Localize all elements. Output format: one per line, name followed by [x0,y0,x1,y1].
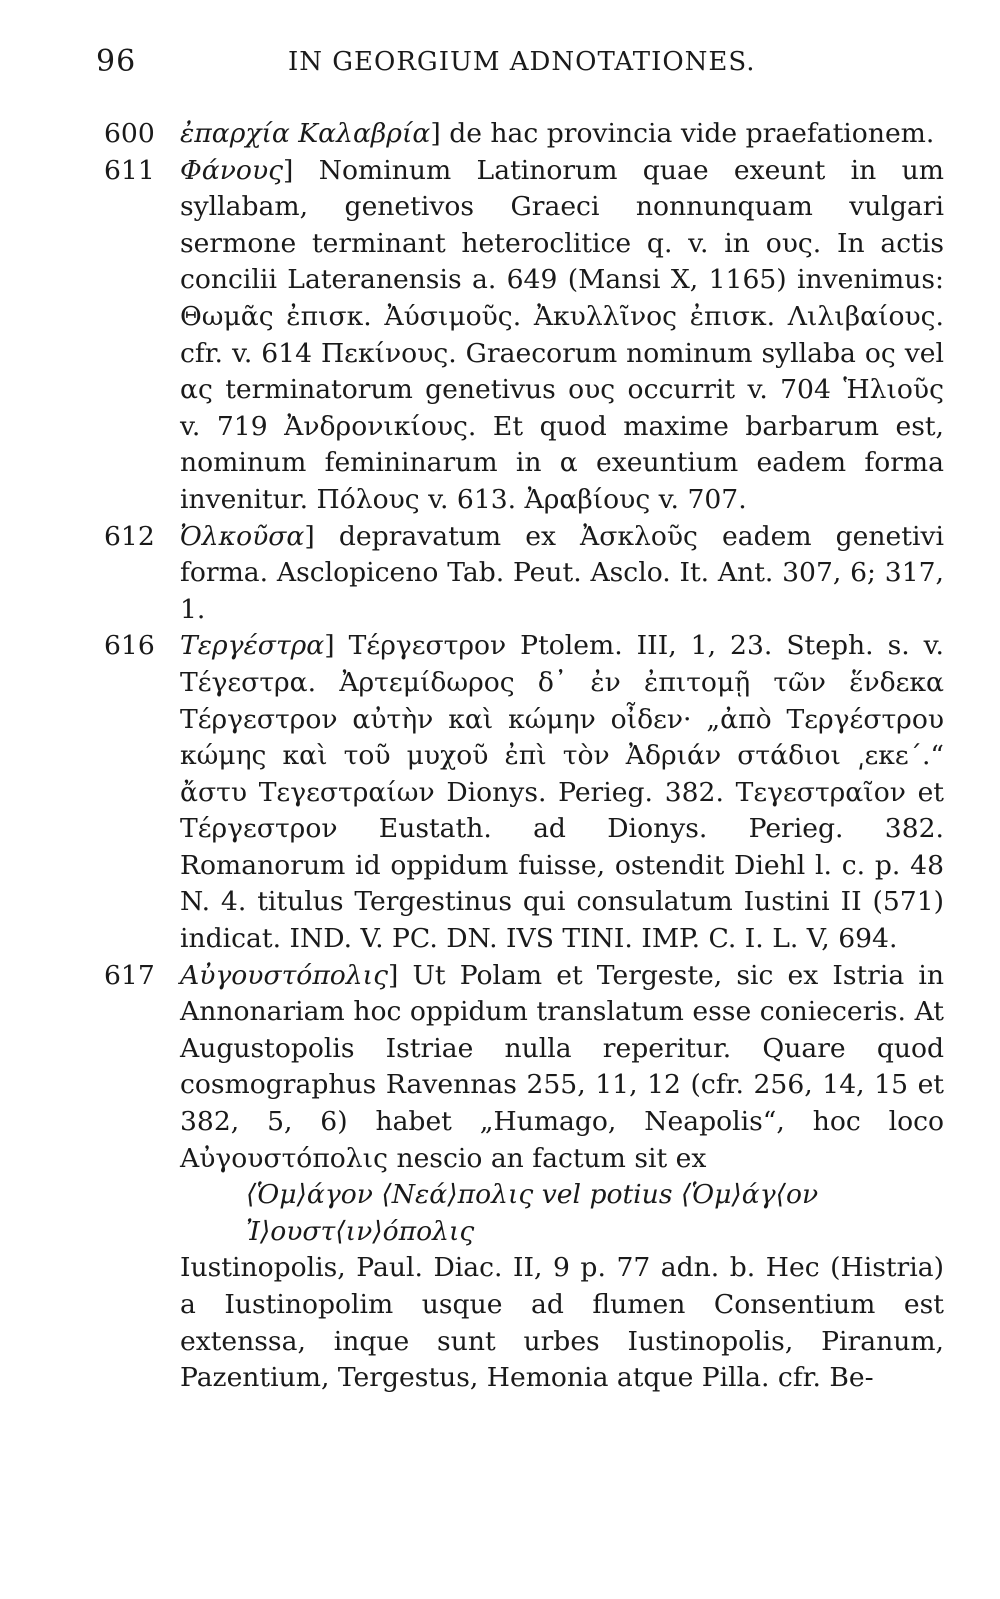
entry-lemma: Ὀλκοῦσα [180,520,305,552]
annotation-entry-617 [104,958,944,1178]
annotation-entry-600 [104,116,944,153]
entry-number: 616 [104,630,155,662]
lemma-bracket: ] [304,520,315,552]
entry-text: Τέργεστρον Ptolem. III, 1, 23. Steph. s. v. Τέγεστρα. Ἀρτεμίδωρος δ᾽ ἐν ἐπιτομῇ τῶν ἕνδεκα Τέργεστρον αὐτὴν καὶ κώμην οἶδεν· „ἀπὸ Τεργέστρου κώμης καὶ τοῦ μυχοῦ ἐπὶ τὸν Ἀδριάν στάδιοι ͵εκε΄.“ ἄστυ Τεγεστραίων Dionys. Perieg. 382. Τεγεστραῖον et Τέργεστρον Eustath. ad Dionys. Perieg. 382. Romanorum id oppidum fuisse, ostendit Diehl l. c. p. 48 N. 4. titulus Tergestinus qui consulatum Iustini II (571) indicat. IND. V. PC. DN. IVS TINI. IMP. C. I. L. V, 694. [180,630,944,955]
entry-lemma: Φάνους [180,154,283,186]
entry-text: depravatum ex Ἀσκλοῦς eadem genetivi forma. Asclopiceno Tab. Peut. Asclo. It. Ant. 307, 6; 317, 1. [180,520,944,625]
entry-number: 617 [104,959,155,991]
page-number: 96 [96,44,137,79]
entry-lemma: Αὐγουστόπολις [180,959,388,991]
running-title: IN GEORGIUM ADNOTATIONES. [288,47,756,77]
entry-text: Ut Polam et Tergeste, sic ex Istria in Annonariam hoc oppidum translatum esse conieceris. At Augustopolis Istriae nulla reperitur. Quare quod cosmographus Ravennas 255, 11, 12 (cfr. 256, 14, 15 et 382, 5, 6) habet „Humago, Neapolis“, hoc loco Αὐγουστόπολις nescio an factum sit ex [180,959,944,1174]
entry-number: 611 [104,154,155,186]
lemma-bracket: ] [324,630,335,662]
annotation-entry-616 [104,628,944,957]
entry-lemma: Τεργέστρα [180,630,325,662]
continuation-paragraph: Iustinopolis, Paul. Diac. II, 9 p. 77 adn. b. Hec (Histria) a Iustinopolim usque ad flumen Consentium est extenssa, inque sunt urbes Iustinopolis, Piranum, Pazentium, Tergestus, Hemonia atque Pilla. cfr. Be- [180,1252,944,1394]
lemma-bracket: ] [283,154,294,186]
lemma-bracket: ] [388,959,399,991]
annotation-entry-612 [104,519,944,629]
reconstruction-line: Ἰ⟩ουστ⟨ιν⟩όπολις [246,1215,475,1247]
entry-number: 600 [104,118,155,149]
entry-lemma: ἐπαρχία Καλαβρία [180,118,431,149]
annotation-entry-611 [104,153,944,519]
annotations-body [104,116,944,1397]
reconstruction-line: ⟨Ὁμ⟩άγον ⟨Νεά⟩πολις vel potius ⟨Ὁμ⟩άγ⟨ον [246,1179,819,1211]
lemma-bracket: ] [430,118,441,149]
entry-number: 612 [104,520,155,552]
entry-text: de hac provincia vide praefationem. [440,118,935,149]
entry-text: Nominum Latinorum quae exeunt in um syllabam, genetivos Graeci nonnunquam vulgari sermone terminant heteroclitice q. v. in ους. In actis concilii Lateranensis a. 649 (Mansi X, 1165) invenimus: Θωμᾶς ἐπισκ. Ἀύσιμοῦς. Ἀκυλλῖνος ἐπισκ. Λιλιβαίους. cfr. v. 614 Πεκίνους. Graecorum nominum syllaba ος vel ας terminatorum genetivus ους occurrit v. 704 Ἡλιοῦς v. 719 Ἀνδρονικίους. Et quod maxime barbarum est, nominum femininarum in α exeuntium eadem forma invenitur. Πόλους v. 613. Ἀραβίους v. 707. [180,154,944,515]
reconstruction-block [104,1177,944,1250]
page-header [0,44,1000,84]
